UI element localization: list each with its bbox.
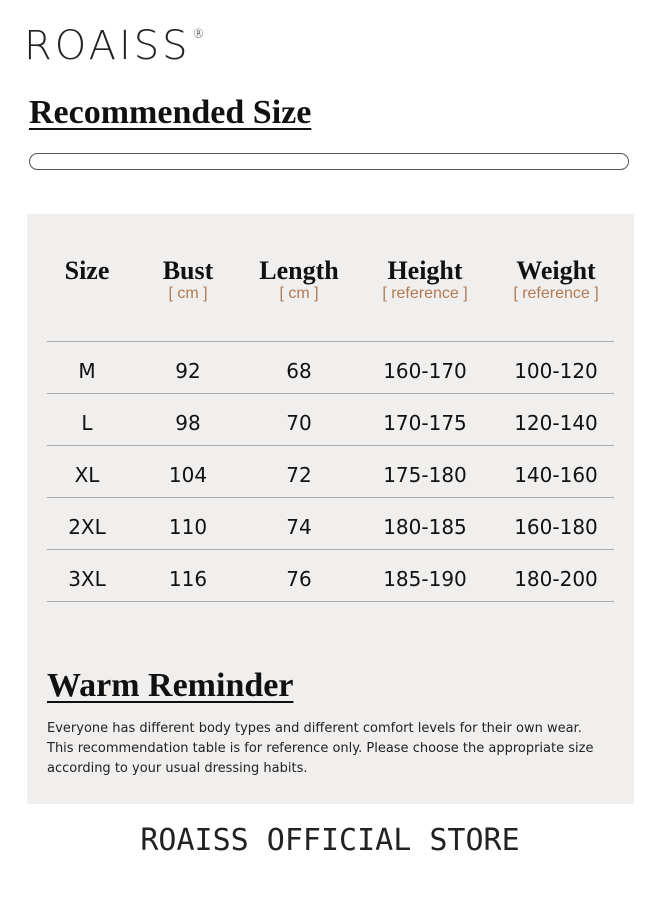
size-table-panel (27, 214, 634, 804)
column-header-label: Height (387, 256, 463, 285)
table-cell: 74 (286, 515, 312, 539)
table-cell: 110 (168, 515, 208, 539)
column-header (259, 258, 338, 303)
table-cell: 3XL (68, 567, 106, 591)
column-header-label: Bust (162, 256, 214, 285)
row-divider (47, 601, 614, 602)
column-header-unit: [ reference ] (382, 285, 468, 302)
column-header-unit: [ reference ] (513, 285, 599, 302)
table-cell: 175-180 (383, 463, 467, 487)
decorative-divider (29, 153, 629, 170)
column-header (163, 258, 214, 303)
brand-logo (24, 23, 205, 69)
table-cell: 185-190 (383, 567, 467, 591)
row-divider (47, 445, 614, 446)
table-cell: 170-175 (383, 411, 467, 435)
table-cell: 72 (286, 463, 312, 487)
reminder-text (47, 719, 617, 779)
column-header-label: Length (259, 256, 339, 285)
table-cell: L (81, 411, 93, 435)
table-cell: 98 (175, 411, 201, 435)
column-header (513, 258, 598, 303)
reminder-line: This recommendation table is for reference only. Please choose the appropriate size (47, 741, 594, 756)
table-cell: 68 (286, 359, 312, 383)
column-header-label: Size (64, 256, 110, 285)
row-divider (47, 497, 614, 498)
table-cell: XL (74, 463, 100, 487)
table-cell: 180-185 (383, 515, 467, 539)
table-cell: 140-160 (514, 463, 598, 487)
registered-mark: ® (192, 27, 205, 41)
reminder-line: Everyone has different body types and different comfort levels for their own wear. (47, 721, 582, 736)
reminder-title: Warm Reminder (47, 667, 294, 704)
column-header-unit: [ cm ] (168, 285, 208, 302)
column-header (382, 258, 467, 303)
page-title: Recommended Size (29, 94, 312, 131)
row-divider (47, 549, 614, 550)
table-cell: M (78, 359, 96, 383)
brand-name: ROAISS (24, 23, 191, 69)
row-divider (47, 341, 614, 342)
table-cell: 120-140 (514, 411, 598, 435)
column-header (65, 258, 110, 284)
table-cell: 160-170 (383, 359, 467, 383)
table-cell: 180-200 (514, 567, 598, 591)
table-cell: 116 (168, 567, 208, 591)
table-cell: 2XL (68, 515, 106, 539)
table-cell: 70 (286, 411, 312, 435)
row-divider (47, 393, 614, 394)
table-cell: 92 (175, 359, 201, 383)
column-header-unit: [ cm ] (279, 285, 319, 302)
reminder-line: according to your usual dressing habits. (47, 761, 308, 776)
column-header-label: Weight (516, 256, 596, 285)
table-cell: 100-120 (514, 359, 598, 383)
store-name: ROAISS OFFICIAL STORE (140, 823, 520, 858)
table-cell: 160-180 (514, 515, 598, 539)
table-cell: 104 (168, 463, 208, 487)
table-cell: 76 (286, 567, 312, 591)
